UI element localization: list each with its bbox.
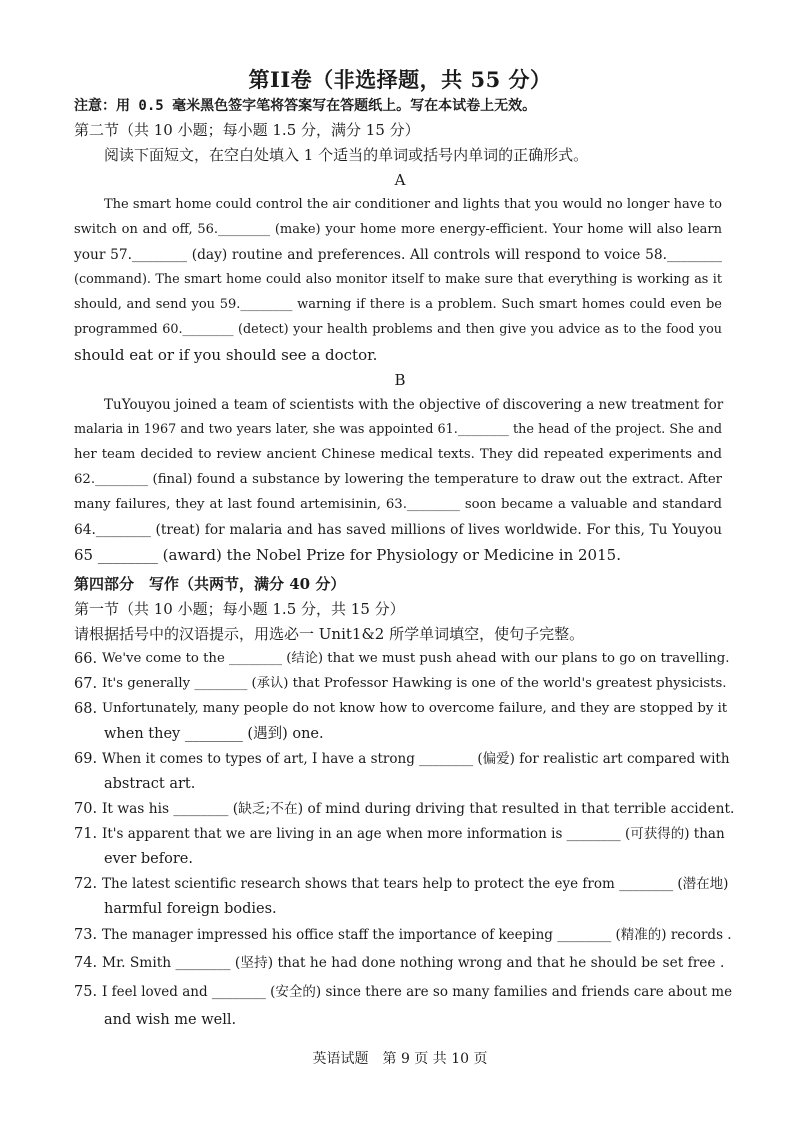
question-number: 72. [74, 876, 98, 892]
passage-b-line: 64.________ (treat) for malaria and has saved millions of lives worldwide. For this, Tu Youyou [74, 522, 722, 538]
question-number: 70. [74, 801, 98, 817]
question-number: 66. [74, 651, 98, 667]
passage-b-line: TuYouyou joined a team of scientists with the objective of discovering a new treatment for [104, 397, 724, 413]
notice: 注意：用 0.5 毫米黑色签字笔将答案写在答题纸上。写在本试卷上无效。 [74, 98, 537, 114]
passage-a-line: should, and send you 59.________ warning if there is a problem. Such smart homes could even be [74, 297, 722, 312]
part4-heading: 第四部分 写作（共两节，满分 40 分） [74, 575, 346, 593]
passage-a-line: programmed 60.________ (detect) your health problems and then give you advice as to the food you [74, 322, 722, 337]
question-text: The latest scientific research shows that tears help to protect the eye from ________ (潜在地) [102, 876, 729, 892]
question-number: 68. [74, 701, 98, 717]
passage-b-line: many failures, they at last found artemisinin, 63.________ soon became a valuable and standard [74, 497, 722, 512]
passage-a-line: (command). The smart home could also monitor itself to make sure that everything is working as it [74, 272, 722, 287]
question-number: 74. [74, 955, 98, 971]
passage-b-label: B [394, 371, 406, 389]
question-continuation: abstract art. [104, 776, 196, 792]
question-number: 75. [74, 984, 98, 1000]
question-text: We've come to the ________ (结论) that we must push ahead with our plans to go on travelling. [102, 651, 730, 666]
question-text: The manager impressed his office staff the importance of keeping ________ (精准的) records . [102, 927, 732, 943]
question-continuation: when they ________ (遇到) one. [104, 726, 324, 742]
question-text: It's generally ________ (承认) that Professor Hawking is one of the world's greatest physicists. [102, 676, 727, 691]
question-text: I feel loved and ________ (安全的) since there are so many families and friends care about me [102, 984, 733, 1000]
question-continuation: and wish me well. [104, 1012, 237, 1028]
passage-b-line: malaria in 1967 and two years later, she was appointed 61.________ the head of the project. She and [74, 422, 722, 437]
question-text: It was his ________ (缺乏;不在) of mind during driving that resulted in that terrible accident. [102, 801, 735, 817]
question-text: Unfortunately, many people do not know how to overcome failure, and they are stopped by it [102, 701, 728, 716]
question-text: Mr. Smith ________ (坚持) that he had done nothing wrong and that he should be set free . [102, 955, 725, 971]
instruction: 阅读下面短文，在空白处填入 1 个适当的单词或括号内单词的正确形式。 [104, 146, 589, 164]
question-number: 71. [74, 826, 98, 842]
question-text: It's apparent that we are living in an age when more information is ________ (可获得的) than [102, 826, 725, 842]
question-number: 69. [74, 751, 98, 767]
question-number: 73. [74, 927, 98, 943]
page-title: 第II卷（非选择题，共 55 分） [248, 67, 552, 92]
passage-a-line: The smart home could control the air conditioner and lights that you would no longer have to [104, 197, 722, 212]
passage-a-line: switch on and off, 56.________ (make) your home more energy-efficient. Your home will also learn [74, 222, 722, 237]
question-text: When it comes to types of art, I have a strong ________ (偏爱) for realistic art compared with [102, 751, 730, 767]
section2-heading: 第二节（共 10 小题；每小题 1.5 分，满分 15 分） [74, 121, 420, 139]
passage-a-line: should eat or if you should see a doctor. [74, 346, 378, 364]
page-footer: 英语试题 第 9 页 共 10 页 [312, 1051, 488, 1067]
part4-instruction: 请根据括号中的汉语提示，用选必一 Unit1&2 所学单词填空，使句子完整。 [74, 625, 585, 643]
passage-a-label: A [394, 171, 406, 189]
passage-a-line: your 57.________ (day) routine and preferences. All controls will respond to voice 58.________ [74, 247, 722, 263]
question-continuation: ever before. [104, 851, 193, 867]
passage-b-line: 65 ________ (award) the Nobel Prize for Physiology or Medicine in 2015. [74, 546, 621, 564]
passage-b-line: her team decided to review ancient Chinese medical texts. They did repeated experiments and [74, 447, 722, 462]
passage-b-line: 62.________ (final) found a substance by lowering the temperature to draw out the extract. After [74, 472, 722, 487]
question-number: 67. [74, 676, 98, 692]
part4-section1-heading: 第一节（共 10 小题；每小题 1.5 分，共 15 分） [74, 600, 405, 618]
question-continuation: harmful foreign bodies. [104, 901, 277, 917]
